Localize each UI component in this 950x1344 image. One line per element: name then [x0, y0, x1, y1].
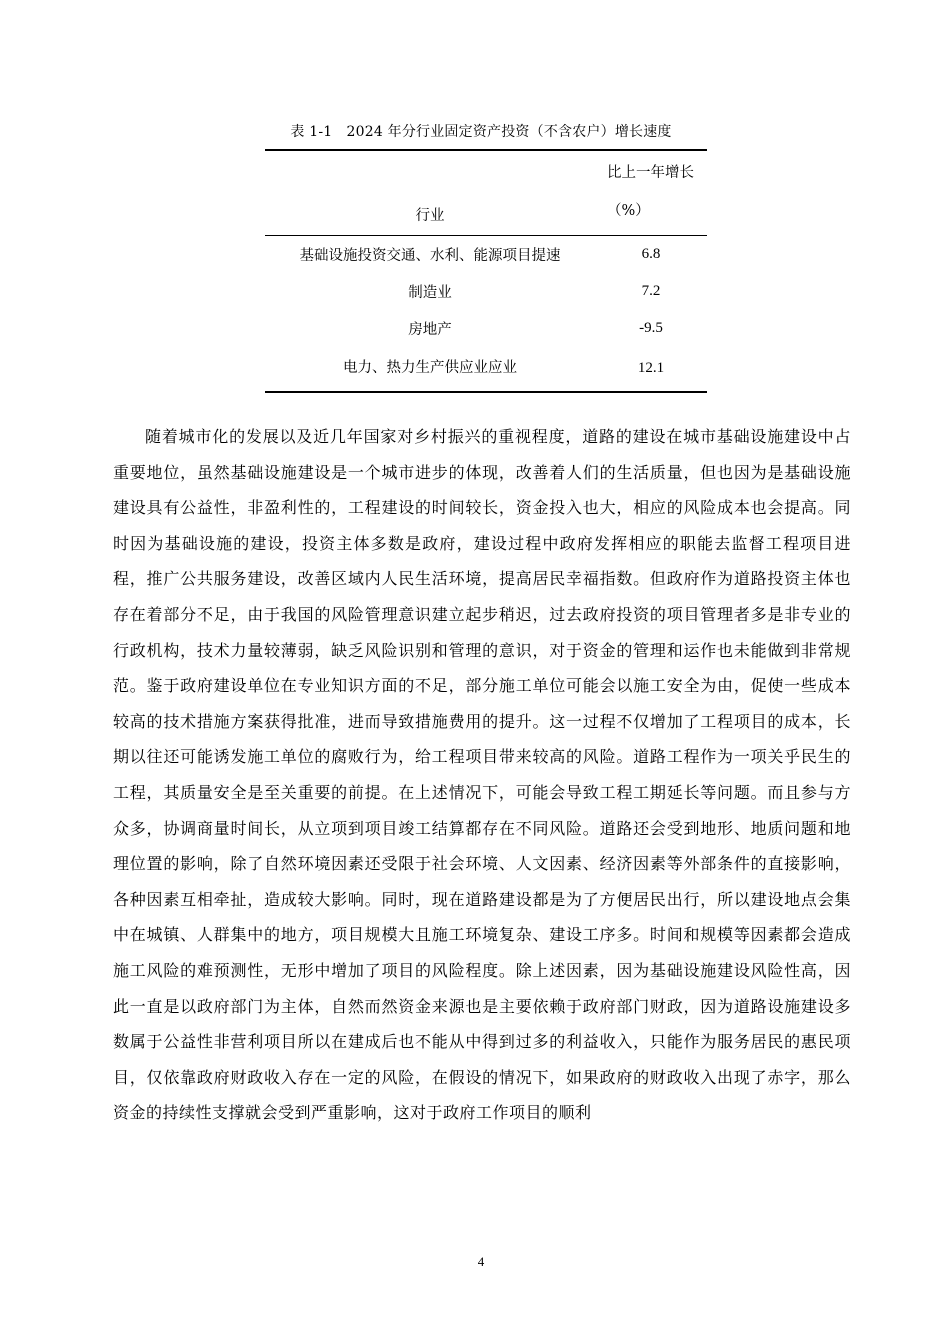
row-industry-text: 电力、热力生产供应业应业 [343, 360, 517, 376]
header-growth [595, 150, 707, 236]
table-row [265, 347, 707, 392]
table-row [265, 273, 707, 310]
row-growth: 7.2 [641, 283, 661, 299]
header-growth-text: 比上一年增长（%） [607, 165, 694, 219]
row-industry [265, 347, 595, 392]
row-growth: 6.8 [641, 246, 661, 262]
row-growth: -9.5 [639, 320, 663, 336]
investment-growth-table [265, 149, 707, 393]
header-industry: 行业 [415, 208, 445, 224]
page-number: 4 [477, 1254, 485, 1269]
table-row [265, 236, 707, 274]
row-industry: 基础设施投资交通、水利、能源项目提速 [299, 248, 561, 264]
row-growth: 12.1 [637, 360, 665, 376]
table-header-row [265, 150, 707, 236]
row-industry: 房地产 [408, 322, 452, 338]
table-row [265, 310, 707, 347]
body-paragraph: 随着城市化的发展以及近几年国家对乡村振兴的重视程度，道路的建设在城市基础设施建设中占重要地位，虽然基础设施建设是一个城市进步的体现，改善着人们的生活质量，但也因为是基础设施建设具有公益性，非盈利性的，工程建设的时间较长，资金投入也大，相应的风险成本也会提高。同时因为基础设施的建设，投资主体多数是政府，建设过程中政府发挥相应的职能去监督工程项目进程，推广公共服务建设，改善区域内人民生活环境，提高居民幸福指数。但政府作为道路投资主体也存在着部分不足，由于我国的风险管理意识建立起步稍迟，过去政府投资的项目管理者多是非专业的行政机构，技术力量较薄弱，缺乏风险识别和管理的意识，对于资金的管理和运作也未能做到非常规范。鉴于政府建设单位在专业知识方面的不足，部分施工单位可能会以施工安全为由，促使一些成本较高的技术措施方案获得批准，进而导致措施费用的提升。这一过程不仅增加了工程项目的成本，长期以往还可能诱发施工单位的腐败行为，给工程项目带来较高的风险。道路工程作为一项关乎民生的工程，其质量安全是至关重要的前提。在上述情况下，可能会导致工程工期延长等问题。而且参与方众多，协调商量时间长，从立项到项目竣工结算都存在不同风险。道路还会受到地形、地质问题和地理位置的影响，除了自然环境因素还受限于社会环境、人文因素、经济因素等外部条件的直接影响，各种因素互相牵扯，造成较大影响。同时，现在道路建设都是为了方便居民出行，所以建设地点会集中在城镇、人群集中的地方，项目规模大且施工环境复杂、建设工序多。时间和规模等因素都会造成施工风险的难预测性，无形中增加了项目的风险程度。除上述因素，因为基础设施建设风险性高，因此一直是以政府部门为主体，自然而然资金来源也是主要依赖于政府部门财政，因为道路设施建设多数属于公益性非营利项目所以在建成后也不能从中得到过多的利益收入，只能作为服务居民的惠民项目，仅依靠政府财政收入存在一定的风险，在假设的情况下，如果政府的财政收入出现了赤字，那么资金的持续性支撑就会受到严重影响，这对于政府工作项目的顺利 [113, 427, 851, 1123]
table-caption: 表 1-1 2024 年分行业固定资产投资（不含农户）增长速度 [290, 124, 672, 140]
row-industry: 制造业 [408, 285, 452, 301]
